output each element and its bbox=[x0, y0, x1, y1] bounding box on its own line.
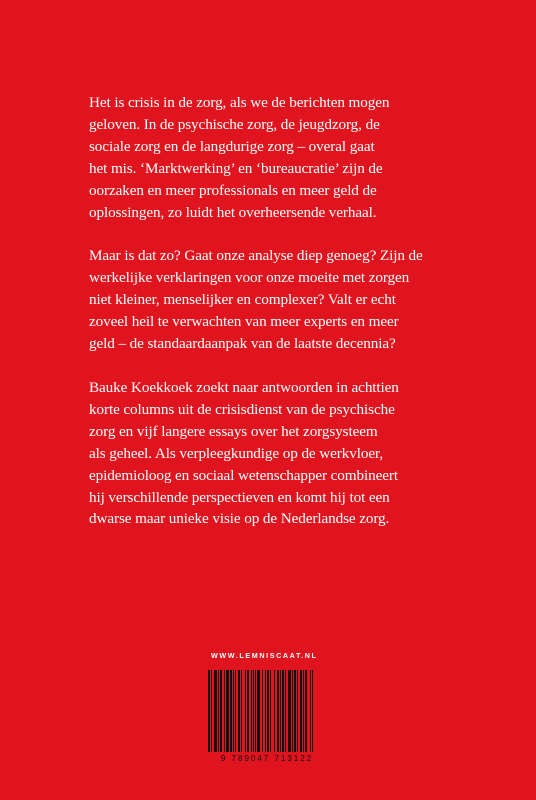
barcode-bar bbox=[294, 670, 296, 752]
blurb-line: niet kleiner, menselijker en complexer? Valt er echt bbox=[89, 291, 396, 309]
blurb-line: korte columns uit de crisisdienst van de psychische bbox=[89, 400, 395, 418]
barcode-bar bbox=[247, 670, 249, 752]
isbn-number: 9 789047 713122 bbox=[220, 754, 314, 763]
barcode-bar bbox=[270, 670, 271, 752]
blurb-line: oplossingen, zo luidt het overheersende verhaal. bbox=[89, 203, 377, 221]
blurb-line: werkelijke verklaringen voor onze moeite met zorgen bbox=[89, 269, 410, 287]
blurb-line: Bauke Koekkoek zoekt naar antwoorden in achttien bbox=[89, 378, 399, 396]
barcode-bar bbox=[253, 670, 254, 752]
barcode-bar bbox=[251, 670, 252, 752]
barcode-bar bbox=[257, 670, 260, 752]
isbn-barcode bbox=[204, 668, 330, 770]
barcode-bar bbox=[288, 670, 291, 752]
barcode-bar bbox=[282, 670, 284, 752]
barcode-bar bbox=[285, 670, 286, 752]
blurb-line: als geheel. Als verpleegkundige op de werkvloer, bbox=[89, 444, 384, 462]
barcode-bar bbox=[312, 670, 313, 752]
barcode-bar bbox=[274, 670, 275, 752]
barcode-bar bbox=[214, 670, 217, 752]
barcode-bar bbox=[211, 670, 212, 752]
blurb-paragraph-3 bbox=[89, 377, 469, 530]
barcode-bar bbox=[280, 670, 281, 752]
barcode-bar bbox=[265, 670, 266, 752]
blurb-line: epidemioloog en sociaal wetenschapper combineert bbox=[89, 466, 398, 484]
blurb-paragraph-2 bbox=[89, 245, 469, 355]
barcode-bar bbox=[297, 670, 298, 752]
blurb-line: sociale zorg en de langdurige zorg – overal gaat bbox=[89, 137, 375, 155]
barcode-bar bbox=[310, 670, 311, 752]
barcode-bar bbox=[255, 670, 256, 752]
blurb-line: zorg en vijf langere essays over het zorgsysteem bbox=[89, 422, 378, 440]
blurb-line: het mis. ‘Marktwerking’ en ‘bureaucratie’ zijn de bbox=[89, 159, 383, 177]
barcode-bar bbox=[292, 670, 293, 752]
barcode-bar bbox=[277, 670, 279, 752]
barcode-bar bbox=[208, 670, 210, 752]
blurb-line: oorzaken en meer professionals en meer geld de bbox=[89, 181, 377, 199]
barcode-bar bbox=[303, 670, 304, 752]
blurb-line: zoveel heil te verwachten van meer experts en meer bbox=[89, 313, 399, 331]
barcode-bar bbox=[226, 670, 229, 752]
blurb-line: Maar is dat zo? Gaat onze analyse diep genoeg? Zijn de bbox=[89, 247, 423, 265]
blurb-paragraph-1 bbox=[89, 92, 469, 223]
barcode-bar bbox=[241, 670, 242, 752]
barcode-bar bbox=[262, 670, 263, 752]
barcode-bar bbox=[235, 670, 236, 752]
barcode-bar bbox=[218, 670, 219, 752]
blurb-line: dwarse maar unieke visie op de Nederlandse zorg. bbox=[89, 510, 390, 528]
barcode-bar bbox=[305, 670, 307, 752]
barcode-bar bbox=[300, 670, 302, 752]
publisher-website: WWW.LEMNISCAAT.NL bbox=[211, 651, 318, 660]
barcode-bars bbox=[204, 668, 330, 754]
barcode-bar bbox=[245, 670, 246, 752]
barcode-bar bbox=[224, 670, 225, 752]
blurb-text bbox=[89, 92, 469, 552]
blurb-line: Het is crisis in de zorg, als we de berichten mogen bbox=[89, 94, 390, 111]
barcode-bar bbox=[233, 670, 234, 752]
blurb-line: geloven. In de psychische zorg, de jeugdzorg, de bbox=[89, 115, 380, 133]
blurb-line: hij verschillende perspectieven en komt hij tot een bbox=[89, 488, 390, 506]
blurb-line: geld – de standaardaanpak van de laatste decennia? bbox=[89, 335, 396, 353]
barcode-bar bbox=[267, 670, 269, 752]
barcode-bar bbox=[230, 670, 232, 752]
barcode-bar bbox=[238, 670, 240, 752]
barcode-bar bbox=[220, 670, 222, 752]
